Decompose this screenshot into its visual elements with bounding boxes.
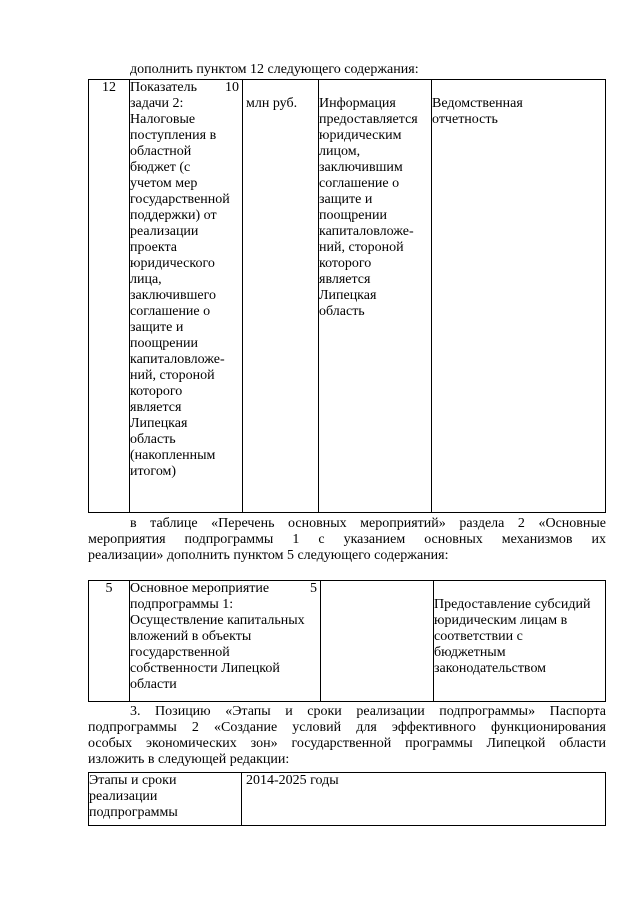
unit-text: млн руб. [246,96,298,111]
mechanism-cell [434,581,606,702]
stages-label: Этапы и сроки реализации подпрограммы [89,773,178,820]
indicator-name-first: Показатель [130,80,197,95]
row-number-cell [89,80,130,513]
measure-name-rest: подпрограммы 1: Осуществление капитальных вложений в объекты государственной собственности Липецкой области [130,597,305,692]
indicator-name-cell [130,80,243,513]
paragraph-3-line-3: особых экономических зон» государственной программы Липецкой области [88,736,606,751]
source-text: Ведомственная отчетность [432,96,523,127]
indicator-name-rest: задачи 2: Налоговые поступления в областной бюджет (с учетом мер государственной поддержки) от реализации проекта юридического лица, заключившего соглашение о защите и поощрении капиталовложе- ний, стороной которого является Липецкая область (накопленным итогом) [130,96,230,479]
paragraph-2-line-3: реализации» дополнить пунктом 5 следующего содержания: [88,548,449,563]
indicator-value: 10 [225,80,239,95]
stages-label-cell [89,773,242,826]
mechanism-text: Предоставление субсидий юридическим лицам в соответствии с бюджетным законодательством [434,597,591,676]
row-number: 12 [102,80,116,95]
paragraph-3-line-1: 3. Позицию «Этапы и сроки реализации подпрограммы» Паспорта [130,704,606,719]
empty-cell [321,581,434,702]
source-cell [432,80,606,513]
table-row [89,80,606,513]
unit-cell [243,80,319,513]
info-text: Информация предоставляется юридическим лицом, заключившим соглашение о защите и поощрении капиталовложе- ний, стороной которого является Липецкая область [319,96,418,319]
paragraph-2-line-2: мероприятия подпрограммы 1 с указанием основных механизмов их [88,532,606,547]
intro-text: дополнить пунктом 12 следующего содержания: [130,62,419,77]
measure-value: 5 [310,581,317,596]
measure-name-cell [130,581,321,702]
measures-table [88,580,606,702]
paragraph-3-line-2: подпрограммы 2 «Создание условий для эффективного функционирования [88,720,606,735]
table-row [89,773,606,826]
stages-value-cell [242,773,606,826]
paragraph-2-line-1: в таблице «Перечень основных мероприятий» раздела 2 «Основные [130,516,606,531]
measure-name-first: Основное мероприятие [130,581,270,596]
paragraph-3-line-4: изложить в следующей редакции: [88,752,290,767]
row-number-cell [89,581,130,702]
table-row [89,581,606,702]
row-number: 5 [105,581,113,596]
indicator-table [88,79,606,513]
stages-value: 2014-2025 годы [246,773,339,788]
stages-table [88,772,606,826]
info-cell [319,80,432,513]
